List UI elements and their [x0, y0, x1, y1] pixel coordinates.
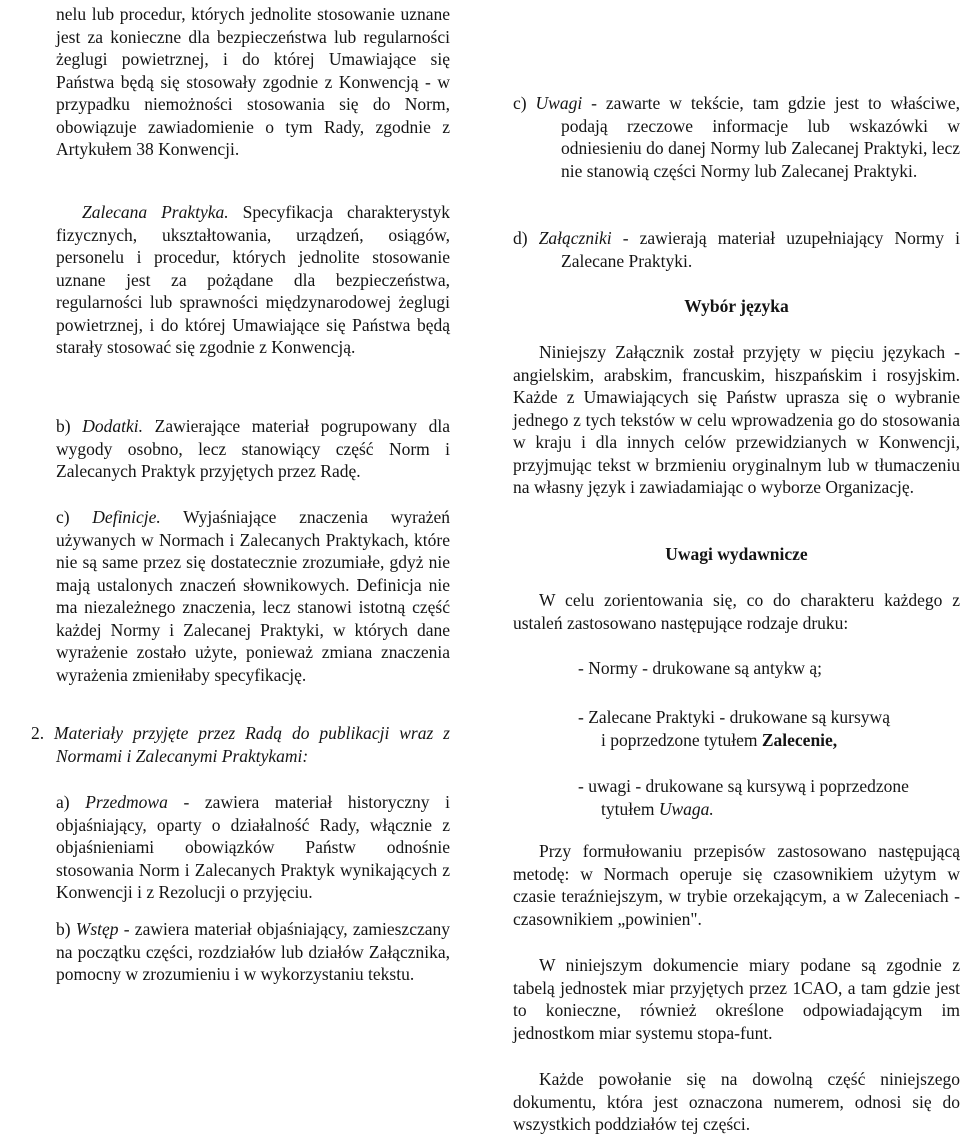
zalecana-praktyka-paragraph: Zalecana Praktyka. Specyfikacja charakterystyk fizycznych, ukształtowania, urządzeń, osiągów, personelu i procedur, których jednolite stosowanie uznane jest za pożądane dla bezpieczeństwa, regularności lub sprawności międzynarodowej żeglugi powietrznej, i do której Umawiające się Państwa będą starały stosować się zgodnie z Konwencją.	[56, 202, 450, 357]
list-item-uwagi-cont: tytułem Uwaga.	[601, 799, 714, 819]
list-item-zalecane-cont: i poprzedzone tytułem Zalecenie,	[601, 730, 838, 750]
list-item-normy: - Normy - drukowane są antykw ą;	[578, 658, 822, 678]
editorial-paragraph: W celu zorientowania się, co do charakteru każdego z ustaleń zastosowano następujące rodzaje druku:	[513, 590, 960, 633]
term-zalaczniki: Załączniki	[538, 228, 612, 248]
heading-wybor-jezyka: Wybór języka	[684, 296, 789, 316]
heading-uwagi-wydawnicze: Uwagi wydawnicze	[665, 544, 808, 564]
verbs-paragraph: Przy formułowaniu przepisów zastosowano następującą metodę: w Normach operuje się czasownikiem użytym w czasie teraźniejszym, w trybie orzekającym, a w Zaleceniach - czasownikiem „powinien".	[513, 841, 960, 929]
dodatki-paragraph: b) Dodatki. Zawierające materiał pogrupowany dla wygody osobno, lecz stanowiący część Norm i Zalecanych Praktyk przyjętych przez Radę.	[56, 416, 450, 481]
list-item-zalecane: - Zalecane Praktyki - drukowane są kursywą	[578, 707, 890, 727]
wstep-paragraph: b) Wstęp - zawiera materiał objaśniający, zamieszczany na początku części, rozdziałów lub działów Załącznika, pomocny w zrozumieniu i w wykorzystaniu tekstu.	[56, 919, 450, 984]
term-zalecana-praktyka: Zalecana Praktyka.	[82, 202, 229, 222]
list-item-uwagi: - uwagi - drukowane są kursywą i poprzedzone	[578, 776, 909, 796]
definicje-paragraph: c) Definicje. Wyjaśniające znaczenia wyrażeń używanych w Normach i Zalecanych Praktykach, które nie są same przez się dostatecznie zrozumiałe, gdyż nie mają ustalonych znaczeń słownikowych. Definicja nie ma niezależnego znaczenia, lecz stanowi istotną część każdej Normy i Zalecanej Praktyki, w których dane wyrażenie zostało użyte, ponieważ zmiana znaczenia wyrażenia zmieniłaby specyfikację.	[56, 507, 450, 685]
term-wstep: Wstęp	[75, 919, 119, 939]
przedmowa-paragraph: a) Przedmowa - zawiera materiał historyczny i objaśniający, oparty o działalność Rady, włącznie z objaśnieniami obowiązków Państw odnośnie stosowania Norm i Zalecanych Praktyk wynikających z Konwencji i z Rezolucji o przyjęciu.	[56, 792, 450, 902]
uwagi-paragraph: c) Uwagi - zawarte w tekście, tam gdzie jest to właściwe, podają rzeczowe informacje lub wskazówki w odniesieniu do danej Normy lub Zalecanej Praktyki, lecz nie stanowią części Normy lub Zalecanej Praktyki.	[513, 93, 960, 181]
section-2-heading: 2. Materiały przyjęte przez Radą do publikacji wraz z Normami i Zalecanymi Praktykami:	[31, 723, 450, 766]
term-uwagi: Uwagi	[535, 93, 583, 113]
reference-paragraph: Każde powołanie się na dowolną część niniejszego dokumentu, która jest oznaczona numerem, odnosi się do wszystkich poddziałów tej części.	[513, 1069, 960, 1134]
units-paragraph: W niniejszym dokumencie miary podane są zgodnie z tabelą jednostek miar przyjętych przez 1CAO, a tam gdzie jest to konieczne, również określone odpowiadającym im jednostkom miar systemu stopa-funt.	[513, 955, 960, 1043]
zalaczniki-paragraph: d) Załączniki - zawierają materiał uzupełniający Normy i Zalecane Praktyki.	[513, 228, 960, 271]
term-definicje: Definicje.	[92, 507, 161, 527]
term-przedmowa: Przedmowa	[85, 792, 168, 812]
term-dodatki: Dodatki.	[82, 416, 143, 436]
language-paragraph: Niniejszy Załącznik został przyjęty w pięciu językach - angielskim, arabskim, francuskim, hiszpańskim i rosyjskim. Każde z Umawiających się Państw uprasza się o wybranie jednego z tych tekstów w celu wprowadzenia go do stosowania w kraju i dla innych celów przewidzianych w Konwencji, przyjmując tekst w brzmieniu oryginalnym lub w tłumaczeniu na własny język i zawiadamiając o wyborze Organizację.	[513, 342, 960, 497]
intro-paragraph: nelu lub procedur, których jednolite stosowanie uznane jest za konieczne dla bezpieczeństwa lub regularności żeglugi powietrznej, i do której Umawiające się Państwa będą się stosowały zgodnie z Konwencją - w przypadku niemożności stosowania się do Norm, obowiązuje zawiadomienie o tym Rady, zgodnie z Artykułem 38 Konwencji.	[56, 4, 450, 159]
